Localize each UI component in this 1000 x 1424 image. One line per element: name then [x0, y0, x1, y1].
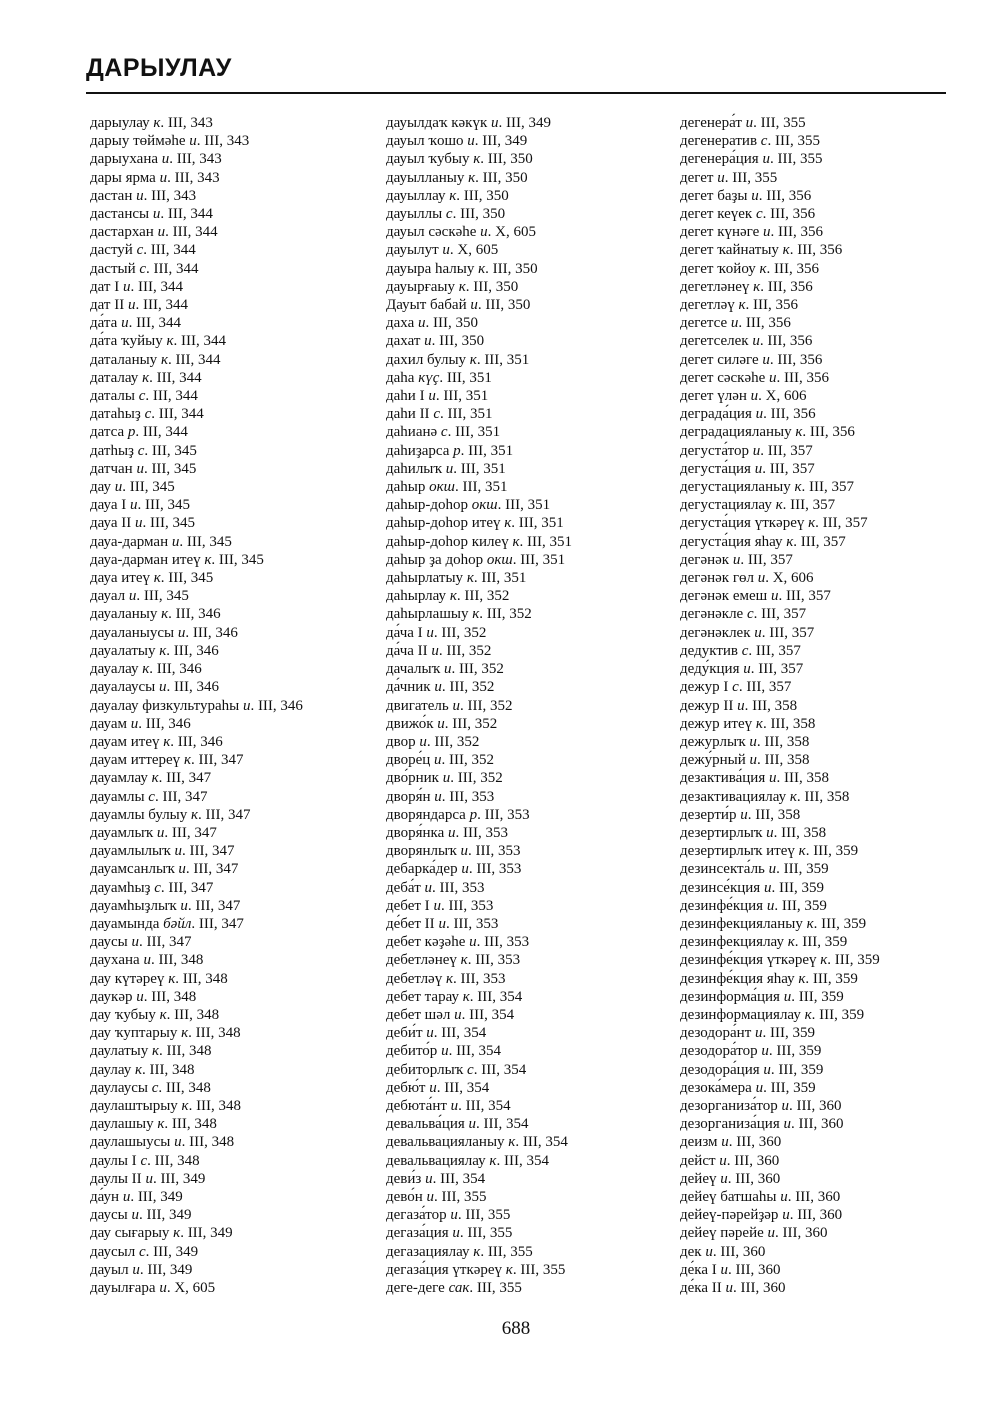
index-entry: дауыллау к. III, 350 [386, 187, 509, 204]
index-entry: даһыр-доһор итеү к. III, 351 [386, 515, 564, 532]
index-entry: дворе́ц и. III, 352 [386, 752, 495, 769]
index-entry: дебет шәл и. III, 354 [386, 1006, 515, 1023]
index-entry: дауыллы с. III, 350 [386, 206, 506, 223]
page-header-title: ДАРЫУЛАУ [86, 54, 232, 82]
index-entry: дезинформа́ция и. III, 359 [680, 988, 844, 1005]
index-entry: дауыл сәскәһе и. X, 605 [386, 224, 537, 241]
index-entry: дегәнәкле с. III, 357 [680, 606, 807, 623]
index-entry: даталау к. III, 344 [90, 369, 202, 386]
index-entry: даһырлатыу к. III, 351 [386, 570, 527, 587]
index-entry: дезактивациялау к. III, 358 [680, 788, 850, 805]
index-entry: дауалау к. III, 346 [90, 661, 202, 678]
index-entry: даулы I с. III, 348 [90, 1152, 200, 1169]
index-entry: даһи II с. III, 351 [386, 406, 493, 423]
index-entry: дауаланыу к. III, 346 [90, 606, 221, 623]
index-entry: дезорганиза́ция и. III, 360 [680, 1116, 844, 1133]
index-entry: дворянлыҡ и. III, 353 [386, 843, 521, 860]
index-entry: деге-деге сак. III, 355 [386, 1280, 522, 1296]
index-entry: дебет кәҙәһе и. III, 353 [386, 934, 530, 951]
index-entry: дауалатыу к. III, 346 [90, 642, 219, 659]
index-entry: дегуста́ция үткәреү к. III, 357 [680, 515, 868, 532]
index-entry: деизм и. III, 360 [680, 1134, 782, 1151]
index-entry: дауам и. III, 346 [90, 715, 191, 732]
index-entry: дегустациялау к. III, 357 [680, 497, 836, 514]
index-entry: даһырлау к. III, 352 [386, 588, 510, 605]
index-entry: дезинфе́кция и. III, 359 [680, 897, 827, 914]
index-entry: дауам иттереү к. III, 347 [90, 752, 244, 769]
index-entry: даулаштырыу к. III, 348 [90, 1097, 242, 1114]
index-entry: деби́т и. III, 354 [386, 1025, 487, 1042]
index-entry: дегет баҙы и. III, 356 [680, 187, 812, 204]
index-entry: дауамында бәйл. III, 347 [90, 915, 244, 932]
index-entry: дебет тарау к. III, 354 [386, 988, 523, 1005]
index-entry: дауа-дарман и. III, 345 [90, 533, 232, 550]
index-entry: дегустацияланыу к. III, 357 [680, 479, 854, 496]
index-entry: дегенера́ция и. III, 355 [680, 151, 823, 168]
index-entry: датчан и. III, 345 [90, 460, 197, 477]
index-entry: дво́рник и. III, 352 [386, 770, 503, 787]
index-entry: дат I и. III, 344 [90, 278, 183, 295]
index-entry: дедуктив с. III, 357 [680, 642, 801, 659]
index-entry: дауалау физкультураһы и. III, 346 [90, 697, 303, 714]
index-entry: дарыухана и. III, 343 [90, 151, 222, 168]
index-entry: дезодора́тор и. III, 359 [680, 1043, 822, 1060]
index-entry: девальва́ция и. III, 354 [386, 1116, 529, 1133]
index-entry: даукәр и. III, 348 [90, 988, 197, 1005]
index-entry: даһыр-доһор окш. III, 351 [386, 497, 551, 514]
index-entry: даһыр ҙа доһор окш. III, 351 [386, 551, 566, 568]
index-entry: дауылдаҡ кәкүк и. III, 349 [386, 115, 551, 131]
index-entry: даһыр-доһор килеү к. III, 351 [386, 533, 572, 550]
index-entry: дезактива́ция и. III, 358 [680, 770, 829, 787]
index-entry: дезинсекта́ль и. III, 359 [680, 861, 829, 878]
index-entry: дауамһыҙ с. III, 347 [90, 879, 214, 896]
index-entry: дегет кеүек с. III, 356 [680, 206, 816, 223]
index-entry: дегет ҡайнатыу к. III, 356 [680, 242, 843, 259]
index-entry: дегет сәскәһе и. III, 356 [680, 369, 830, 386]
index-entry: дегәнәк и. III, 357 [680, 551, 793, 568]
index-entry: да́ча II и. III, 352 [386, 642, 492, 659]
index-entry: да́та и. III, 344 [90, 315, 182, 332]
index-entry: дахил булыу к. III, 351 [386, 351, 530, 368]
index-entry: даулаусы с. III, 348 [90, 1079, 211, 1096]
index-entry: дебито́р и. III, 354 [386, 1043, 502, 1060]
index-entry: дауыл ҡошо и. III, 349 [386, 133, 528, 150]
index-entry: дежур итеү к. III, 358 [680, 715, 816, 732]
index-entry: дейеү батшаһы и. III, 360 [680, 1188, 841, 1205]
index-entry: дауал и. III, 345 [90, 588, 189, 605]
index-entry: дастансы и. III, 344 [90, 206, 213, 223]
index-entry: дезинфекцияланыу к. III, 359 [680, 915, 867, 932]
index-entry: дезинфекциялау к. III, 359 [680, 934, 848, 951]
index-entry: дебюта́нт и. III, 354 [386, 1097, 511, 1114]
index-entry: дауам итеү к. III, 346 [90, 733, 223, 750]
index-entry: деба́т и. III, 353 [386, 879, 485, 896]
index-entry: дат II и. III, 344 [90, 297, 188, 314]
index-entry: дезинфе́кция яһау к. III, 359 [680, 970, 858, 987]
index-entry: дезерти́р и. III, 358 [680, 806, 801, 823]
index-entry: дезертирлыҡ и. III, 358 [680, 824, 827, 841]
index-entry: дейст и. III, 360 [680, 1152, 780, 1169]
index-entry: дары ярма и. III, 343 [90, 169, 220, 186]
index-entry: де́ка I и. III, 360 [680, 1261, 781, 1278]
index-entry: дезодора́ция и. III, 359 [680, 1061, 824, 1078]
index-entry: деградацияланыу к. III, 356 [680, 424, 855, 441]
index-entry: дарыу төймәһе и. III, 343 [90, 133, 250, 150]
index-entry: дегуста́тор и. III, 357 [680, 442, 813, 459]
index-entry: дау и. III, 345 [90, 479, 175, 496]
index-entry: дебетләнеү к. III, 353 [386, 952, 521, 969]
index-entry: дауыл ҡубыу к. III, 350 [386, 151, 533, 168]
index-entry: дворя́н и. III, 353 [386, 788, 495, 805]
index-entry: дебю́т и. III, 354 [386, 1079, 490, 1096]
index-entry: дауамлыҡ и. III, 347 [90, 824, 217, 841]
index-entry: дегенера́т и. III, 355 [680, 115, 806, 131]
index-entry: дево́н и. III, 355 [386, 1188, 487, 1205]
index-entry: дебет I и. III, 353 [386, 897, 494, 914]
index-column-2 [386, 114, 572, 1297]
index-entry: даха и. III, 350 [386, 315, 478, 332]
index-entry: дежур I с. III, 357 [680, 679, 792, 696]
index-entry: девальвациялау к. III, 354 [386, 1152, 549, 1169]
index-entry: дауыра һалыу к. III, 350 [386, 260, 538, 277]
index-entry: даухана и. III, 348 [90, 952, 204, 969]
index-entry: дегәнәк емеш и. III, 357 [680, 588, 831, 605]
index-entry: дезока́мера и. III, 359 [680, 1079, 816, 1096]
index-entry: да́ун и. III, 349 [90, 1188, 183, 1205]
index-entry: дауылланыу к. III, 350 [386, 169, 528, 186]
index-entry: даһианә с. III, 351 [386, 424, 501, 441]
index-entry: де́ка II и. III, 360 [680, 1280, 786, 1296]
index-entry: дачалыҡ и. III, 352 [386, 661, 504, 678]
index-entry: дегаза́тор и. III, 355 [386, 1207, 511, 1224]
index-entry: дежур II и. III, 358 [680, 697, 798, 714]
index-entry: дегетсе и. III, 356 [680, 315, 791, 332]
index-entry: дебиторлыҡ с. III, 354 [386, 1061, 527, 1078]
index-entry: дегуста́ция и. III, 357 [680, 460, 815, 477]
index-entry: даулы II и. III, 349 [90, 1170, 206, 1187]
page-number-container [0, 1318, 1000, 1340]
index-entry: дегаза́ция и. III, 355 [386, 1225, 513, 1242]
index-entry: дезодора́нт и. III, 359 [680, 1025, 815, 1042]
index-entry: дауамлы булыу к. III, 347 [90, 806, 251, 823]
index-entry: дежурлыҡ и. III, 358 [680, 733, 810, 750]
index-entry: дегет и. III, 355 [680, 169, 778, 186]
index-entry: двигатель и. III, 352 [386, 697, 513, 714]
index-entry: дауа II и. III, 345 [90, 515, 195, 532]
index-entry: даһилыҡ и. III, 351 [386, 460, 506, 477]
index-entry: даһи I и. III, 351 [386, 388, 489, 405]
index-entry: дауаланыусы и. III, 346 [90, 624, 238, 641]
index-entry: дастан и. III, 343 [90, 187, 197, 204]
index-entry: дастый с. III, 344 [90, 260, 199, 277]
index-entry: да́та ҡуйыу к. III, 344 [90, 333, 227, 350]
index-entry: дауамсанлыҡ и. III, 347 [90, 861, 239, 878]
index-entry: да́чник и. III, 352 [386, 679, 495, 696]
index-entry: да́ча I и. III, 352 [386, 624, 487, 641]
index-entry: дебарка́дер и. III, 353 [386, 861, 522, 878]
index-entry: деду́кция и. III, 357 [680, 661, 804, 678]
index-entry: дейеү пәрейе и. III, 360 [680, 1225, 828, 1242]
index-entry: дегет ҡойоу к. III, 356 [680, 260, 820, 277]
index-entry: движо́к и. III, 352 [386, 715, 498, 732]
index-entry: дегетләү к. III, 356 [680, 297, 799, 314]
page-number: 688 [501, 1318, 531, 1339]
index-entry: Дауыт бабай и. III, 350 [386, 297, 531, 314]
index-entry: даулау к. III, 348 [90, 1061, 195, 1078]
index-entry: даһыр окш. III, 351 [386, 479, 508, 496]
index-entry: дау күтәреү к. III, 348 [90, 970, 228, 987]
index-entry: двор и. III, 352 [386, 733, 480, 750]
index-entry: дегет силәге и. III, 356 [680, 351, 823, 368]
index-entry: дегәнәклек и. III, 357 [680, 624, 815, 641]
index-entry: датса р. III, 344 [90, 424, 188, 441]
index-entry: дауылут и. X, 605 [386, 242, 499, 259]
index-entry: даһырлашыу к. III, 352 [386, 606, 532, 623]
index-entry: дегетләнеү к. III, 356 [680, 278, 813, 295]
index-entry: дауамлы с. III, 347 [90, 788, 208, 805]
index-entry: дегуста́ция яһау к. III, 357 [680, 533, 846, 550]
index-entry: дегаза́ция үткәреү к. III, 355 [386, 1261, 566, 1278]
index-entry: дезорганиза́тор и. III, 360 [680, 1097, 842, 1114]
index-entry: дезинфе́кция үткәреү к. III, 359 [680, 952, 880, 969]
index-entry: дахат и. III, 350 [386, 333, 485, 350]
index-entry: дауа итеү к. III, 345 [90, 570, 214, 587]
index-entry: дауыл и. III, 349 [90, 1261, 193, 1278]
index-entry: дегенератив с. III, 355 [680, 133, 820, 150]
index-entry: даулашыусы и. III, 348 [90, 1134, 235, 1151]
index-entry: девальвацияланыу к. III, 354 [386, 1134, 568, 1151]
index-entry: дауылғара и. X, 605 [90, 1280, 216, 1296]
index-entry: дежу́рный и. III, 358 [680, 752, 810, 769]
index-entry: дау ҡубыу к. III, 348 [90, 1006, 220, 1023]
index-entry: даулашыу к. III, 348 [90, 1116, 217, 1133]
index-entry: дегет үлән и. X, 606 [680, 388, 807, 405]
index-entry: дезинформациялау к. III, 359 [680, 1006, 865, 1023]
index-entry: дауамлылыҡ и. III, 347 [90, 843, 235, 860]
index-entry: дарыулау к. III, 343 [90, 115, 213, 131]
index-entry: деграда́ция и. III, 356 [680, 406, 816, 423]
index-entry: дау ҡуптарыу к. III, 348 [90, 1025, 241, 1042]
index-entry: датаһыҙ с. III, 344 [90, 406, 204, 423]
index-entry: дауа I и. III, 345 [90, 497, 190, 514]
header-rule [86, 92, 946, 94]
index-entry: даусы и. III, 349 [90, 1207, 192, 1224]
index-entry: даталы с. III, 344 [90, 388, 198, 405]
index-entry: дек и. III, 360 [680, 1243, 766, 1260]
index-entry: де́бет II и. III, 353 [386, 915, 499, 932]
index-entry: дейеү-пәрейҙәр и. III, 360 [680, 1207, 843, 1224]
index-entry: даусыл с. III, 349 [90, 1243, 199, 1260]
index-entry: дебетләү к. III, 353 [386, 970, 506, 987]
index-entry: дауамһыҙлыҡ и. III, 347 [90, 897, 241, 914]
index-entry: дауамлау к. III, 347 [90, 770, 212, 787]
index-entry: дворяндарса р. III, 353 [386, 806, 530, 823]
index-entry: дезертирлыҡ итеү к. III, 359 [680, 843, 859, 860]
index-entry: дастуй с. III, 344 [90, 242, 196, 259]
index-column-3 [680, 114, 880, 1297]
index-entry: даһиҙарса р. III, 351 [386, 442, 514, 459]
index-column-1 [90, 114, 303, 1297]
index-entry: дауырғаыу к. III, 350 [386, 278, 519, 295]
index-entry: дастархан и. III, 344 [90, 224, 218, 241]
index-entry: даусы и. III, 347 [90, 934, 192, 951]
index-entry: дау сығарыу к. III, 349 [90, 1225, 233, 1242]
index-entry: дезинсе́кция и. III, 359 [680, 879, 824, 896]
index-entry: дворя́нка и. III, 353 [386, 824, 509, 841]
index-entry: даулатыу к. III, 348 [90, 1043, 212, 1060]
index-entry: деви́з и. III, 354 [386, 1170, 486, 1187]
index-entry: даталаныу к. III, 344 [90, 351, 221, 368]
index-entry: дейеү и. III, 360 [680, 1170, 781, 1187]
index-entry: дегет күнәге и. III, 356 [680, 224, 824, 241]
index-entry: даһа күҫ. III, 351 [386, 369, 492, 386]
index-entry: дегәнәк гөл и. X, 606 [680, 570, 814, 587]
index-entry: дауа-дарман итеү к. III, 345 [90, 551, 264, 568]
index-entry: дегазациялау к. III, 355 [386, 1243, 533, 1260]
index-entry: датһыҙ с. III, 345 [90, 442, 197, 459]
index-entry: дегетселек и. III, 356 [680, 333, 813, 350]
index-entry: дауалаусы и. III, 346 [90, 679, 219, 696]
